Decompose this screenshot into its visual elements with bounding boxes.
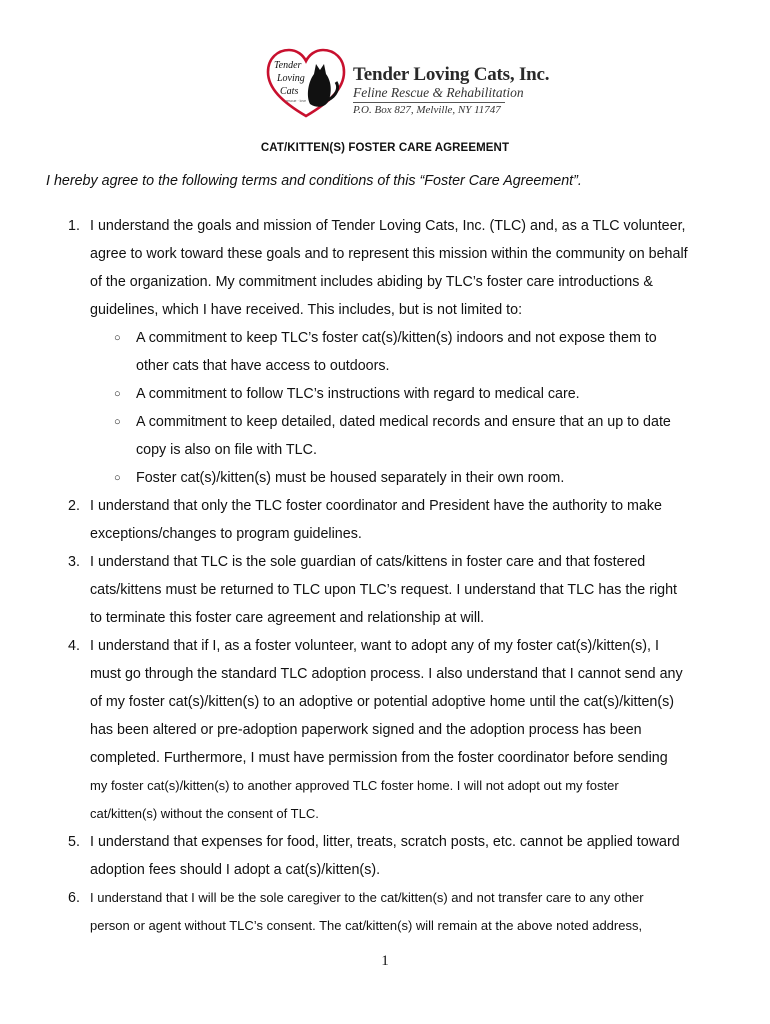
org-name: Tender Loving Cats, Inc. [353, 64, 550, 85]
item-text-line: I understand the goals and mission of Tender Loving Cats, Inc. (TLC) and, as a TLC volunteer, [90, 218, 686, 234]
item-text-line: I understand that only the TLC foster coordinator and President have the authority to make [90, 498, 662, 514]
sub-list-item [0, 324, 770, 380]
sub-item-text-line: other cats that have access to outdoors. [136, 358, 390, 374]
circle-bullet-icon: ○ [114, 332, 121, 344]
item-text-line: guidelines, which I have received. This includes, but is not limited to: [90, 302, 523, 318]
sub-item-text-line: A commitment to keep TLC’s foster cat(s)/kitten(s) indoors and not expose them to [136, 330, 657, 346]
svg-text:rescue · love: rescue · love [286, 99, 307, 103]
item-text-line: of the organization. My commitment includes abiding by TLC’s foster care introductions & [90, 274, 653, 290]
divider [353, 102, 505, 103]
item-text-line: person or agent without TLC’s consent. The cat/kitten(s) will remain at the above noted address, [90, 918, 643, 933]
document-title: CAT/KITTEN(S) FOSTER CARE AGREEMENT [260, 142, 510, 154]
sub-item-text-line: copy is also on file with TLC. [136, 442, 317, 458]
item-text-line: exceptions/changes to program guidelines. [90, 526, 362, 542]
item-number: 6. [68, 890, 80, 906]
item-number: 4. [68, 638, 80, 654]
org-address: P.O. Box 827, Melville, NY 11747 [353, 104, 501, 116]
item-text-line: my foster cat(s)/kitten(s) to another approved TLC foster home. I will not adopt out my foster [90, 778, 619, 793]
item-text-line: I understand that I will be the sole caregiver to the cat/kitten(s) and not transfer care to any other [90, 890, 644, 905]
item-text-line: I understand that if I, as a foster volunteer, want to adopt any of my foster cat(s)/kitten(s), I [90, 638, 659, 654]
item-text-line: agree to work toward these goals and to represent this mission within the community on behalf [90, 246, 688, 262]
list-item [0, 548, 770, 632]
item-text-line: has been altered or pre-adoption paperwork signed and the adoption process has been [90, 722, 642, 738]
sub-list-item [0, 464, 770, 492]
intro-statement: I hereby agree to the following terms and conditions of this “Foster Care Agreement”. [46, 173, 582, 189]
item-number: 2. [68, 498, 80, 514]
item-number: 1. [68, 218, 80, 234]
heart-cat-logo-icon [262, 46, 352, 120]
svg-text:Tender: Tender [274, 60, 302, 71]
item-text-line: I understand that expenses for food, litter, treats, scratch posts, etc. cannot be applied toward [90, 834, 680, 850]
sub-item-text-line: Foster cat(s)/kitten(s) must be housed separately in their own room. [136, 470, 565, 486]
circle-bullet-icon: ○ [114, 416, 121, 428]
sub-list-item [0, 380, 770, 408]
org-tagline: Feline Rescue & Rehabilitation [353, 85, 524, 100]
item-text-line: cats/kittens must be returned to TLC upon TLC’s request. I understand that TLC has the right [90, 582, 678, 598]
item-text-line: cat/kitten(s) without the consent of TLC. [90, 806, 319, 821]
page-number: 1 [381, 953, 389, 969]
item-number: 5. [68, 834, 80, 850]
item-text-line: must go through the standard TLC adoption process. I also understand that I cannot send any [90, 666, 683, 682]
item-text-line: of my foster cat(s)/kitten(s) to an adoptive or potential adoptive home until the cat(s)/kitten(s) [90, 694, 675, 710]
tlc-logo [262, 46, 550, 120]
item-number: 3. [68, 554, 80, 570]
item-text-line: adoption fees should I adopt a cat(s)/kitten(s). [90, 862, 381, 878]
item-text-line: I understand that TLC is the sole guardian of cats/kittens in foster care and that fostered [90, 554, 646, 570]
list-item [0, 492, 770, 548]
agreement-list [0, 212, 770, 940]
item-text-line: to terminate this foster care agreement and relationship at will. [90, 610, 485, 626]
sub-item-text-line: A commitment to follow TLC’s instructions with regard to medical care. [136, 386, 580, 402]
sub-item-text-line: A commitment to keep detailed, dated medical records and ensure that an up to date [136, 414, 671, 430]
item-text-line: completed. Furthermore, I must have permission from the foster coordinator before sending [90, 750, 668, 766]
circle-bullet-icon: ○ [114, 472, 121, 484]
svg-text:Loving: Loving [277, 73, 305, 84]
circle-bullet-icon: ○ [114, 388, 121, 400]
list-item [0, 212, 770, 492]
svg-text:Cats: Cats [280, 86, 299, 97]
list-item [0, 828, 770, 884]
list-item [0, 632, 770, 828]
sub-list-item [0, 408, 770, 464]
list-item [0, 884, 770, 940]
